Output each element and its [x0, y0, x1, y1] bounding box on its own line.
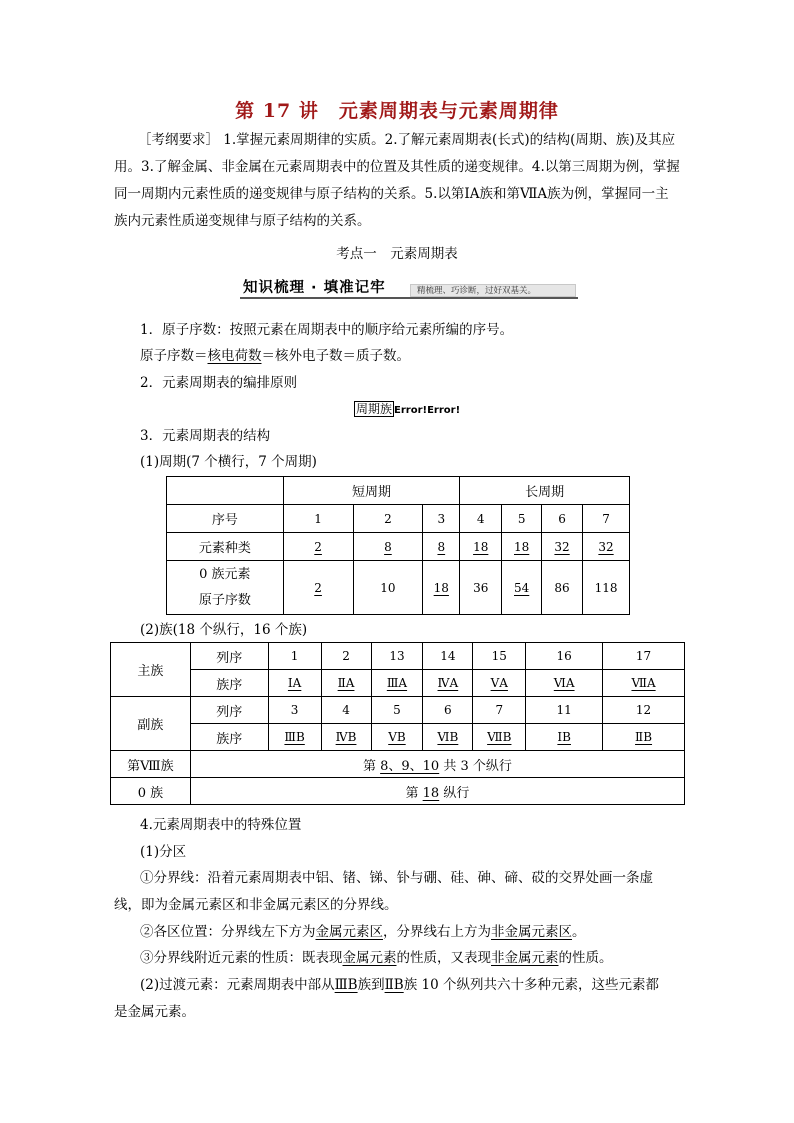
table-cell: ⅡB — [635, 730, 653, 744]
table-row — [167, 533, 630, 561]
group-viii-label: 第Ⅷ族 — [111, 751, 191, 778]
table-cell: 54 — [514, 580, 530, 595]
section-4-1: (1)分区 — [140, 844, 187, 860]
table-cell: 86 — [554, 580, 570, 595]
section-1-formula: 原子序数＝核电荷数＝核外电子数＝质子数。 — [140, 348, 410, 364]
underlined-term: 核电荷数 — [207, 348, 262, 364]
table-cell: ⅠB — [557, 730, 571, 744]
period-table — [166, 476, 630, 615]
table-cell: 7 — [583, 505, 630, 533]
table-cell: 18 — [433, 580, 449, 595]
table-row — [111, 778, 685, 805]
banner-subtitle: 精梳理、巧诊断，过好双基关。 — [410, 284, 576, 297]
table-cell: 5 — [502, 505, 542, 533]
lecture-topic: 元素周期表与元素周期律 — [338, 100, 559, 122]
row-label-seq: 序号 — [167, 505, 284, 533]
col-label: 列序 — [190, 697, 268, 724]
table-row — [111, 724, 685, 751]
table-cell: 4 — [460, 505, 502, 533]
table-cell: 18 — [514, 539, 530, 554]
table-cell: 10 — [380, 580, 396, 595]
table-cell: ⅦB — [487, 730, 512, 744]
table-cell: ⅡA — [337, 676, 355, 690]
table-cell: ⅢB — [284, 730, 305, 744]
table-row — [111, 670, 685, 697]
table-cell: 16 — [526, 643, 603, 670]
table-cell: 1 — [283, 505, 353, 533]
table-cell: 15 — [473, 643, 526, 670]
table-row — [167, 477, 630, 505]
table-cell: 32 — [598, 539, 614, 554]
table-cell: 2 — [353, 505, 423, 533]
section-4-a1: ①分界线：沿着元素周期表中铝、锗、锑、钋与硼、硅、砷、碲、砹的交界处画一条虚 — [140, 870, 653, 886]
group-viii-desc: 第 8、9、10 共 3 个纵行 — [190, 751, 684, 778]
subsection-group: (2)族(18 个纵行，16 个族) — [140, 622, 308, 638]
table-cell: 6 — [423, 697, 473, 724]
row-label-kinds: 元素种类 — [167, 533, 284, 561]
table-cell: 8 — [384, 539, 392, 554]
table-cell: 36 — [473, 580, 489, 595]
grp-label: 族序 — [190, 670, 268, 697]
table-cell: 6 — [542, 505, 583, 533]
table-cell — [167, 477, 284, 505]
table-cell: 3 — [268, 697, 321, 724]
table-cell: ⅢA — [386, 676, 408, 690]
group-table — [110, 642, 685, 805]
short-period-header: 短周期 — [283, 477, 460, 505]
table-cell: ⅤA — [490, 676, 508, 690]
table-cell: 14 — [423, 643, 473, 670]
page-title — [0, 96, 794, 123]
error-field-frame: 周期族 — [356, 402, 393, 416]
table-cell: ⅣB — [335, 730, 357, 744]
table-cell: 8 — [437, 539, 446, 554]
section-2: 2．元素周期表的编排原则 — [140, 375, 298, 391]
section-4-a2: 线，即为金属元素区和非金属元素区的分界线。 — [114, 897, 398, 913]
error-field — [354, 400, 460, 417]
table-row — [111, 751, 685, 778]
lecture-number: 第 17 讲 — [235, 100, 319, 122]
table-cell: 7 — [473, 697, 526, 724]
table-row — [167, 561, 630, 615]
row-label-zero: 0 族元素 原子序数 — [167, 561, 284, 615]
table-cell: ⅥB — [437, 730, 459, 744]
table-cell: 118 — [594, 580, 618, 595]
table-cell: ⅥA — [553, 676, 575, 690]
error-text: Error!Error! — [394, 405, 461, 416]
table-cell: ⅦA — [631, 676, 656, 690]
long-period-header: 长周期 — [460, 477, 630, 505]
table-cell: 13 — [371, 643, 423, 670]
table-cell: 4 — [321, 697, 371, 724]
group-zero-label: 0 族 — [111, 778, 191, 805]
subsection-period: (1)周期(7 个横行，7 个周期) — [140, 454, 317, 470]
section-4: 4.元素周期表中的特殊位置 — [140, 817, 302, 833]
table-cell: 12 — [603, 697, 685, 724]
banner-rule — [240, 297, 578, 299]
section-3: 3．元素周期表的结构 — [140, 428, 271, 444]
table-row — [111, 643, 685, 670]
table-cell: 32 — [554, 539, 570, 554]
table-cell: 2 — [321, 643, 371, 670]
section-4-b: ②各区位置：分界线左下方为金属元素区，分界线右上方为非金属元素区。 — [140, 924, 586, 940]
table-row — [111, 697, 685, 724]
table-cell: 3 — [423, 505, 460, 533]
table-cell: 17 — [603, 643, 685, 670]
section-4-d2: 是金属元素。 — [114, 1004, 195, 1020]
group-zero-desc: 第 18 纵行 — [190, 778, 684, 805]
col-label: 列序 — [190, 643, 268, 670]
table-row — [167, 505, 630, 533]
section-1: 1．原子序数：按照元素在周期表中的顺序给元素所编的序号。 — [140, 322, 514, 338]
banner-title: 知识梳理 · 填准记牢 — [243, 280, 386, 296]
table-cell: 1 — [268, 643, 321, 670]
knowledge-banner — [240, 276, 578, 300]
table-cell: 2 — [314, 580, 322, 595]
table-cell: 11 — [526, 697, 603, 724]
section-4-c: ③分界线附近元素的性质：既表现金属元素的性质，又表现非金属元素的性质。 — [140, 950, 613, 966]
table-cell: ⅣA — [437, 676, 459, 690]
table-cell: ⅠA — [287, 676, 302, 690]
section-4-d: (2)过渡元素：元素周期表中部从ⅢB族到ⅡB族 10 个纵列共六十多种元素，这些元素都 — [140, 977, 659, 993]
table-cell: 18 — [473, 539, 489, 554]
table-cell: ⅤB — [388, 730, 406, 744]
syllabus-paragraph: ［考纲要求］ 1.掌握元素周期律的实质。2.了解元素周期表(长式)的结构(周期、族)及其应用。3.了解金属、非金属在元素周期表中的位置及其性质的递变规律。4.以第三周期为例，掌握同一周期内元素性质的递变规律与原子结构的关系。5.以第ⅠA族和第ⅦA族为例，掌握同一主族内元素性质递变规律与原子结构的关系。 — [114, 132, 680, 229]
sub-group-label: 副族 — [111, 697, 191, 751]
point-heading: 考点一 元素周期表 — [336, 246, 458, 262]
grp-label: 族序 — [190, 724, 268, 751]
main-group-label: 主族 — [111, 643, 191, 697]
table-cell: 2 — [314, 539, 322, 554]
table-cell: 5 — [371, 697, 423, 724]
